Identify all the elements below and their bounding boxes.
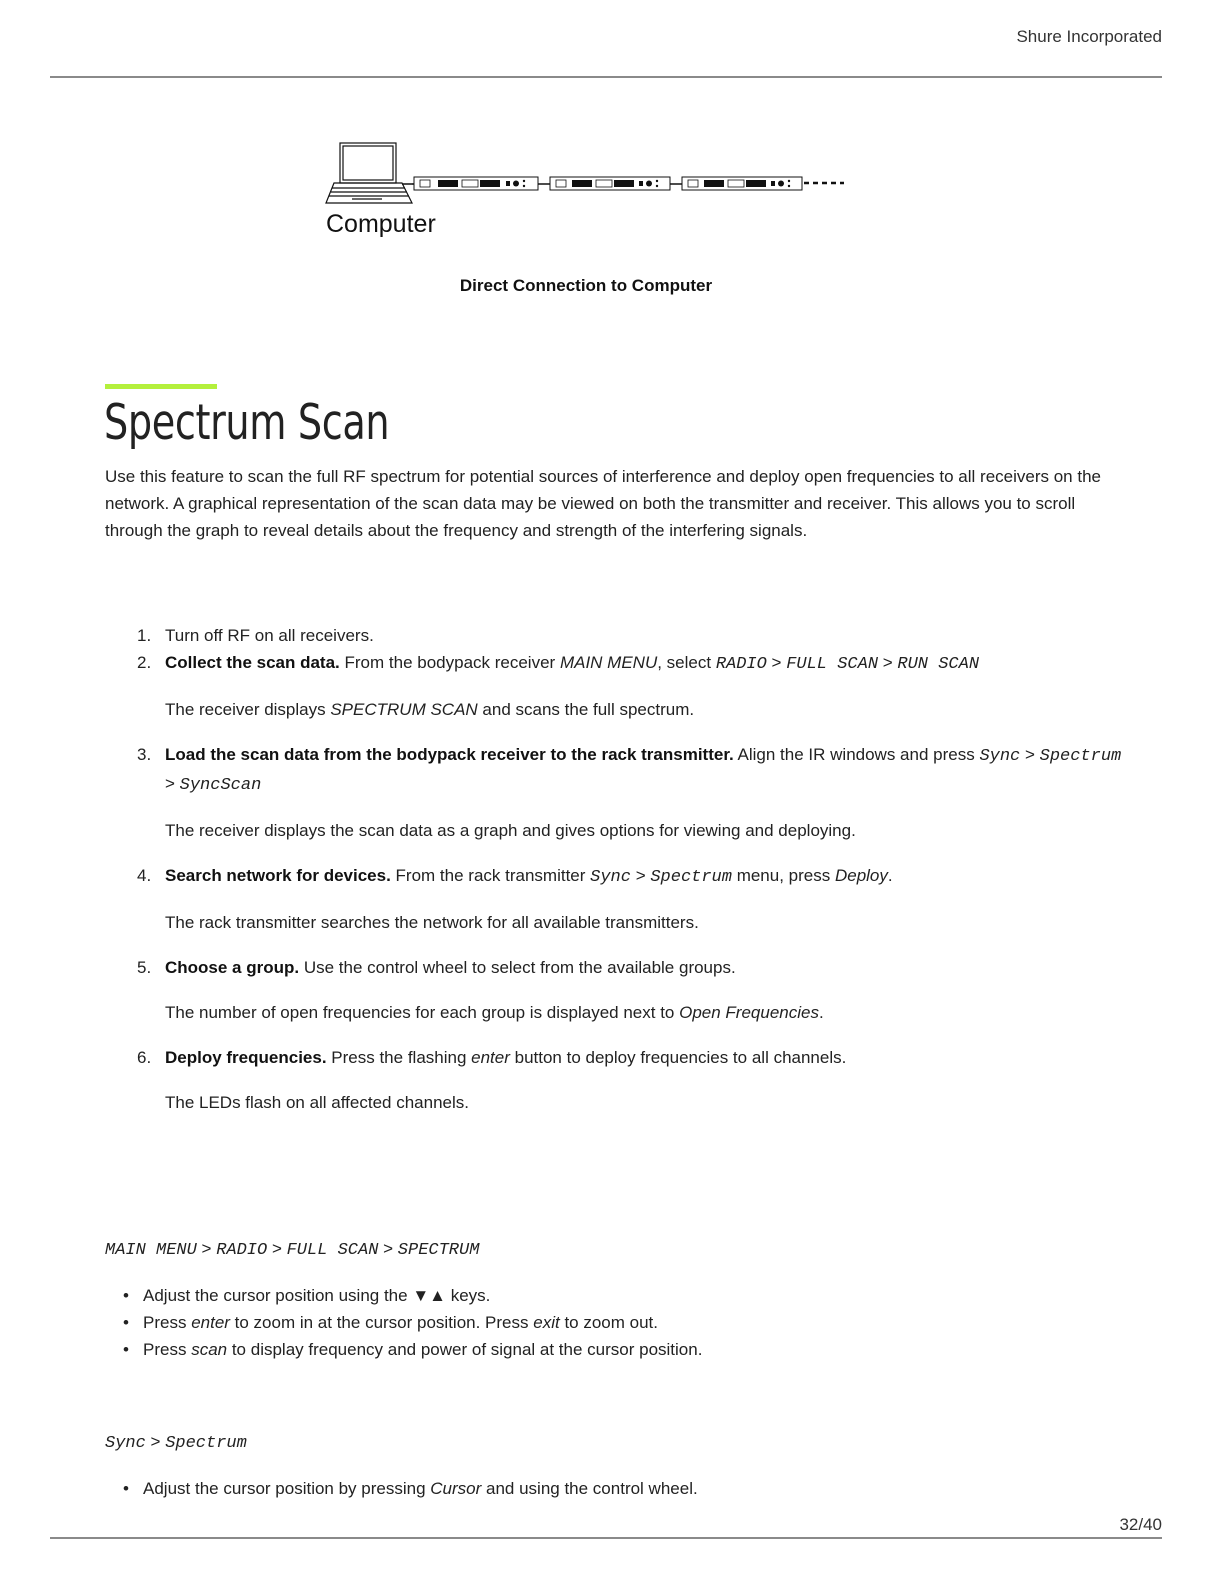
path-separator: >: [630, 866, 651, 885]
section-title: Spectrum Scan: [104, 394, 390, 451]
step-text: Use the control wheel to select from the available groups.: [299, 958, 736, 977]
list-item: • Adjust the cursor position using the ▼▲ keys.: [123, 1286, 491, 1305]
step-number: 6.: [137, 1048, 152, 1067]
step-title: Choose a group.: [165, 958, 300, 977]
receiver-unit-3: [682, 177, 802, 190]
receiver-menu-path: MAIN MENU > RADIO > FULL SCAN > SPECTRUM: [105, 1239, 480, 1260]
step-title: Load the scan data from the bodypack receiver to the rack transmitter.: [165, 745, 734, 764]
step-note: The receiver displays the scan data as a graph and gives options for viewing and deploying.: [165, 821, 856, 840]
section-accent-bar: [105, 384, 217, 389]
laptop-icon: [326, 143, 414, 203]
step-item: [105, 649, 1125, 723]
menu-path-item: FULL SCAN: [786, 655, 879, 674]
step-note: The LEDs flash on all affected channels.: [165, 1093, 469, 1112]
step-note: The receiver displays SPECTRUM SCAN and scans the full spectrum.: [165, 700, 695, 719]
step-text: .: [887, 866, 893, 885]
step-number: 1.: [137, 626, 152, 645]
step-note: The rack transmitter searches the network for all available transmitters.: [165, 913, 699, 932]
path-separator: >: [165, 774, 180, 793]
step-title: Collect the scan data.: [165, 653, 340, 672]
button-name: Deploy: [834, 866, 888, 885]
step-text: , select: [657, 653, 716, 672]
menu-path-item: Sync: [590, 868, 631, 887]
path-separator: >: [878, 653, 898, 672]
menu-path-item: RADIO: [715, 655, 767, 674]
list-item: • Press scan to display frequency and power of signal at the cursor position.: [123, 1340, 703, 1359]
figure-device-label: Computer: [326, 210, 436, 238]
step-title: Deploy frequencies.: [165, 1048, 327, 1067]
step-item: [105, 741, 1125, 844]
step-text: Press the flashing: [326, 1048, 472, 1067]
path-separator: >: [1020, 745, 1040, 764]
step-text: button to deploy frequencies to all channels.: [509, 1048, 847, 1067]
step-number: 3.: [137, 745, 152, 764]
receiver-bullet-list: [105, 1282, 702, 1363]
step-text: menu, press: [731, 866, 835, 885]
menu-path-item: Spectrum: [650, 868, 732, 887]
step-item: [105, 622, 1125, 649]
step-item: [105, 954, 1125, 1026]
list-item: • Press enter to zoom in at the cursor position. Press exit to zoom out.: [123, 1313, 658, 1332]
page-number: 32/40: [1119, 1515, 1162, 1534]
step-number: 2.: [137, 653, 152, 672]
header-company: Shure Incorporated: [1016, 27, 1162, 46]
transmitter-menu-path: Sync > Spectrum: [105, 1432, 247, 1453]
step-number: 4.: [137, 866, 152, 885]
step-title: Search network for devices.: [165, 866, 391, 885]
path-separator: >: [766, 653, 787, 672]
section-intro: Use this feature to scan the full RF spectrum for potential sources of interference and deploy open frequencies to all receivers on the network. A graphical representation of the scan data may be viewed on both the transmitter and receiver. This allows you to scroll through the graph to reveal details about the frequency and strength of the interfering signals.: [105, 467, 1101, 540]
receiver-unit-1: [414, 177, 538, 190]
header-rule: [50, 76, 1162, 78]
receiver-unit-2: [550, 177, 670, 190]
list-item: • Adjust the cursor position by pressing Cursor and using the control wheel.: [123, 1479, 698, 1498]
transmitter-bullet-list: [105, 1475, 698, 1502]
footer-rule: [50, 1537, 1162, 1539]
menu-path-item: SyncScan: [179, 776, 262, 795]
step-item: [105, 1044, 1125, 1116]
step-note: The number of open frequencies for each group is displayed next to Open Frequencies.: [165, 1003, 824, 1022]
step-item: [105, 862, 1125, 936]
figure-caption: Direct Connection to Computer: [459, 276, 713, 295]
menu-path-item: Spectrum: [1039, 747, 1122, 766]
step-number: 5.: [137, 958, 152, 977]
menu-path-item: Sync: [979, 747, 1021, 766]
button-name: enter: [471, 1048, 510, 1067]
menu-name: MAIN MENU: [559, 653, 658, 672]
step-text: Turn off RF on all receivers.: [165, 626, 374, 645]
step-text: From the bodypack receiver: [339, 653, 560, 672]
step-text: From the rack transmitter: [390, 866, 591, 885]
steps-list: [105, 622, 1125, 1134]
menu-path-item: RUN SCAN: [897, 655, 980, 674]
step-text: Align the IR windows and press: [733, 745, 980, 764]
